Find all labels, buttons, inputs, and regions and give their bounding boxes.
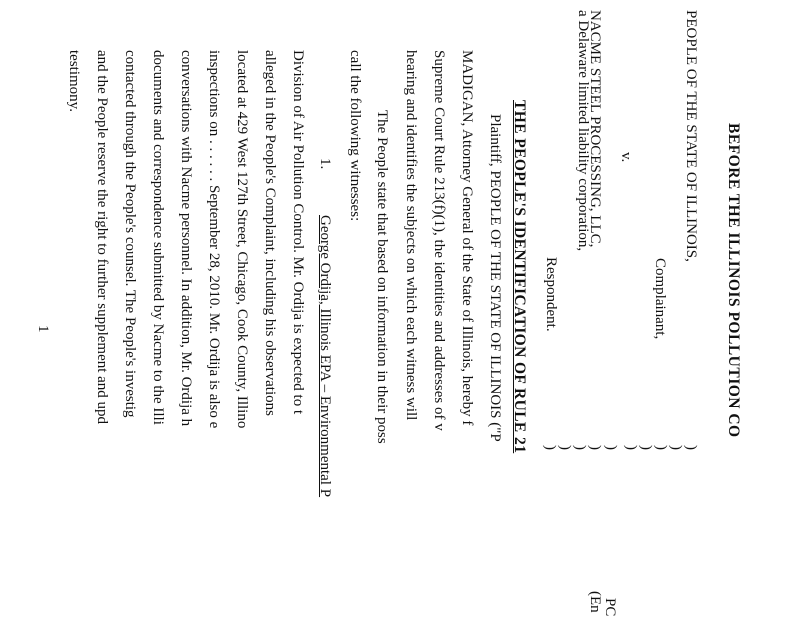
respondent-label: Respondent. [543, 257, 559, 332]
witness-line: contacted through the People's counsel. The People's investig [122, 50, 138, 418]
witness-line: inspections on . . . . . . September 28, 2010. Mr. Ordija is also e [206, 50, 222, 429]
caption-paren: ) [683, 445, 699, 450]
case-type: (En [587, 591, 603, 613]
caption-paren: ) [542, 445, 558, 450]
plaintiff-line: PEOPLE OF THE STATE OF ILLINOIS, [683, 10, 699, 262]
caption-paren: ) [572, 445, 588, 450]
complainant-label: Complainant, [652, 258, 668, 340]
respondent-name: NACME STEEL PROCESSING, LLC, [587, 10, 603, 248]
caption-paren: ) [638, 445, 654, 450]
witness-line: located at 429 West 127th Street, Chicago, Cook County, Illino [234, 50, 250, 429]
witness-name: George Ordija, Illinois EPA – Environmental P [317, 215, 333, 498]
witness-line: alleged in the People's Complaint, including his observations [262, 50, 278, 416]
caption-paren: ) [668, 445, 684, 450]
body-line: The People state that based on information in their poss [374, 110, 390, 444]
respondent-description: a Delaware limited liability corporation, [575, 10, 591, 252]
witness-line: conversations with Nacme personnel. In addition, Mr. Ordija h [178, 50, 194, 427]
body-line: hearing and identifies the subjects on which each witness will [403, 50, 419, 421]
witness-line: testimony. [66, 50, 82, 112]
witness-line: and the People reserve the right to further supplement and upd [94, 50, 110, 425]
witness-line: Division of Air Pollution Control. Mr. Ordija is expected to t [290, 50, 306, 415]
body-line: Plaintiff, PEOPLE OF THE STATE OF ILLINOIS ("P [487, 114, 503, 442]
document-title: THE PEOPLE'S IDENTIFICATION OF RULE 21 [511, 100, 528, 454]
caption-paren: ) [557, 445, 573, 450]
caption-paren: ) [623, 445, 639, 450]
document-heading: BEFORE THE ILLINOIS POLLUTION CO [725, 123, 742, 438]
caption-paren: ) [653, 445, 669, 450]
versus-label: v. [618, 152, 634, 163]
body-line: MADIGAN, Attorney General of the State of Illinois, hereby f [459, 50, 475, 426]
body-line: Supreme Court Rule 213(f)(1), the identities and addresses of v [431, 50, 447, 431]
witness-line: documents and correspondence submitted by Nacme to the Illi [150, 50, 166, 425]
page-number: 1 [35, 325, 51, 333]
case-number: PC [602, 598, 618, 617]
caption-paren: ) [603, 445, 619, 450]
caption-paren: ) [587, 445, 603, 450]
witness-number: 1. [317, 158, 333, 170]
body-line: call the following witnesses: [347, 50, 363, 222]
